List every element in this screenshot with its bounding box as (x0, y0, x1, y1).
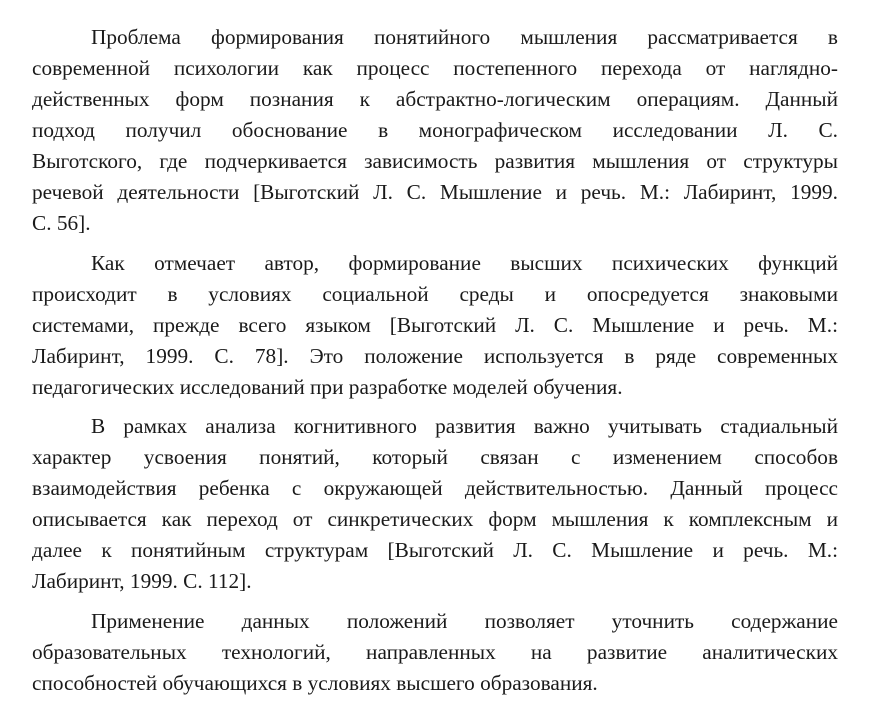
text-line: Как отмечает автор, формирование высших психических функций (91, 251, 838, 275)
text-line: описывается как переход от синкретических форм мышления к комплексным и (32, 507, 838, 531)
text-line: характер усвоения понятий, который связан с изменением способов (32, 445, 838, 469)
text-line: Выготского, где подчеркивается зависимость развития мышления от структуры (32, 149, 838, 173)
text-line: Лабиринт, 1999. С. 112]. (32, 569, 252, 593)
text-line: Применение данных положений позволяет уточнить содержание (91, 609, 838, 633)
paragraph-1 (32, 22, 838, 239)
text-line: происходит в условиях социальной среды и опосредуется знаковыми (32, 282, 838, 306)
paragraph-3 (32, 411, 838, 597)
text-line: современной психологии как процесс постепенного перехода от наглядно- (32, 56, 838, 80)
text-line: В рамках анализа когнитивного развития важно учитывать стадиальный (91, 414, 838, 438)
text-line: Проблема формирования понятийного мышления рассматривается в (91, 25, 838, 49)
text-line: способностей обучающихся в условиях высшего образования. (32, 671, 598, 695)
paragraph-2 (32, 248, 838, 403)
text-line: далее к понятийным структурам [Выготский Л. С. Мышление и речь. М.: (32, 538, 838, 562)
text-line: действенных форм познания к абстрактно-логическим операциям. Данный (32, 87, 838, 111)
text-line: речевой деятельности [Выготский Л. С. Мышление и речь. М.: Лабиринт, 1999. (32, 180, 838, 204)
text-line: системами, прежде всего языком [Выготский Л. С. Мышление и речь. М.: (32, 313, 838, 337)
paragraph-4 (32, 606, 838, 699)
text-line: образовательных технологий, направленных на развитие аналитических (32, 640, 838, 664)
text-line: С. 56]. (32, 211, 91, 235)
text-line: подход получил обоснование в монографическом исследовании Л. С. (32, 118, 838, 142)
text-line: взаимодействия ребенка с окружающей действительностью. Данный процесс (32, 476, 838, 500)
text-line: Лабиринт, 1999. С. 78]. Это положение используется в ряде современных (32, 344, 838, 368)
text-line: педагогических исследований при разработке моделей обучения. (32, 375, 623, 399)
